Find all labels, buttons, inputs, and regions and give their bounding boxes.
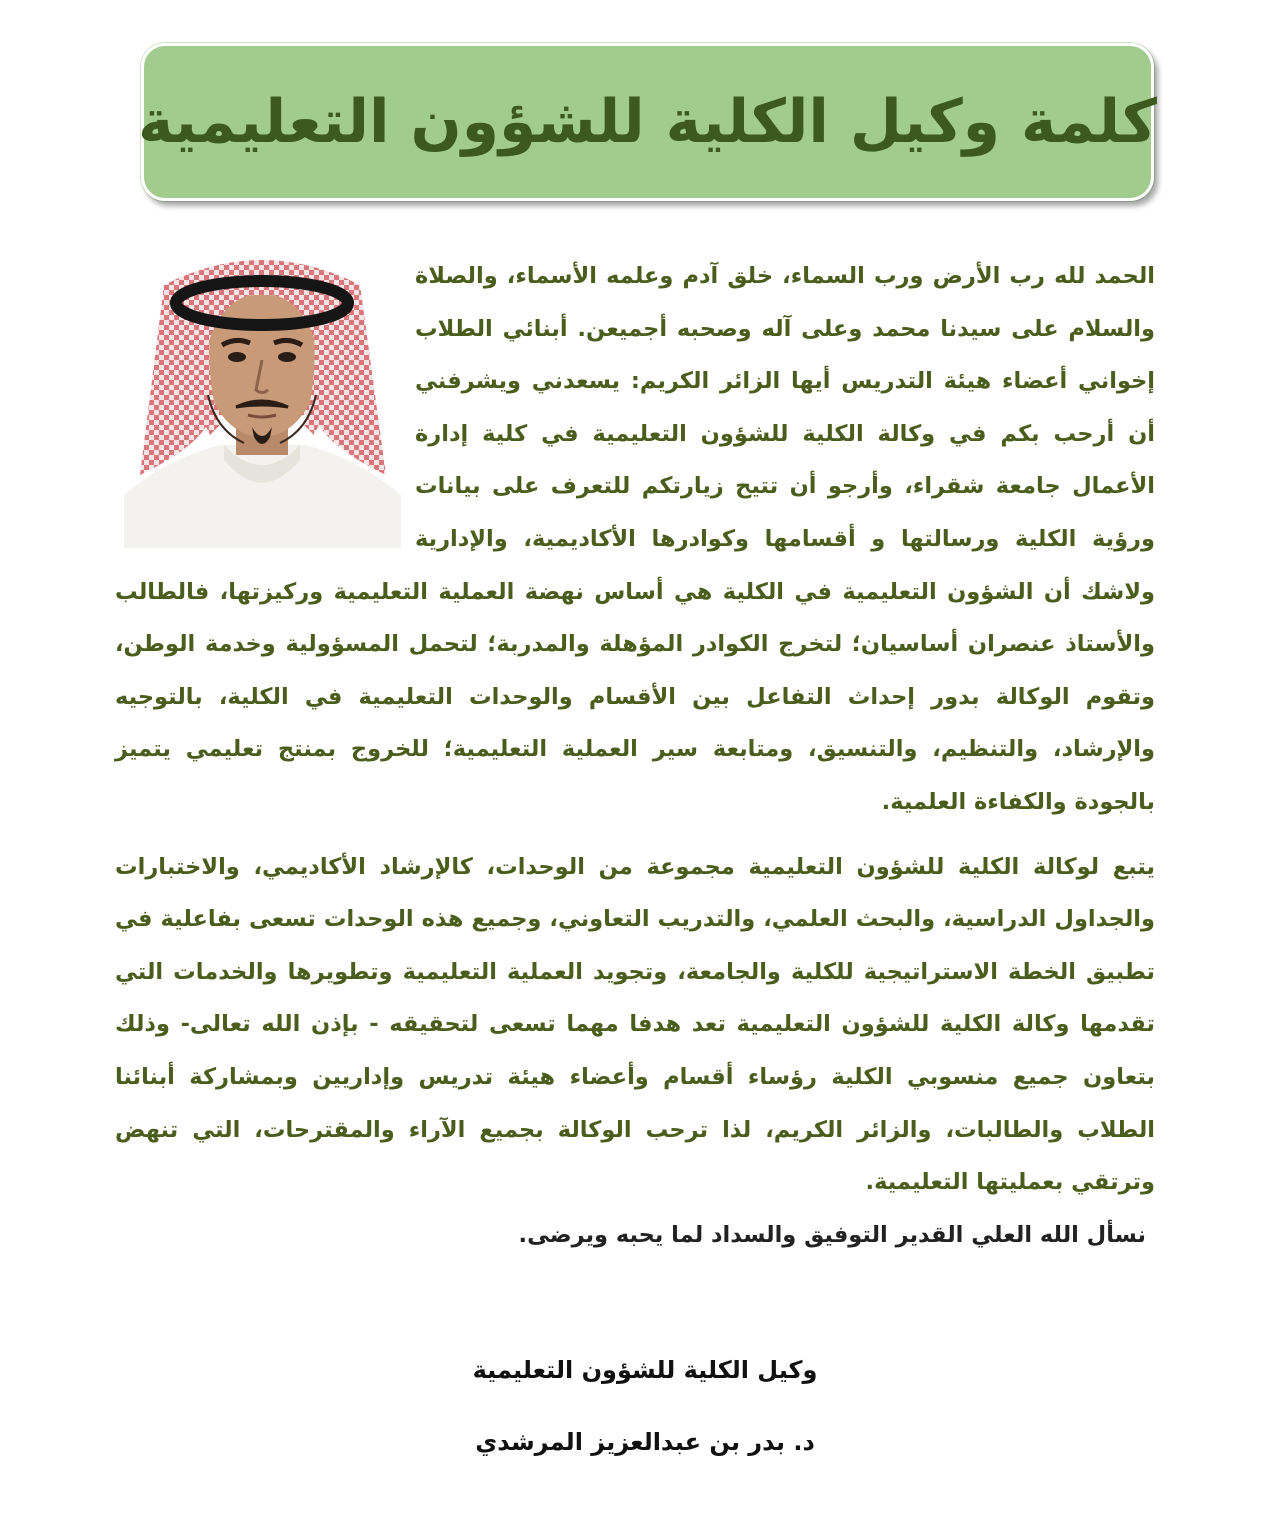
title-banner bbox=[138, 43, 1157, 201]
message-body bbox=[115, 250, 1155, 1209]
closing-prayer: نسأل الله العلي القدير التوفيق والسداد لما يحبه ويرضى. bbox=[518, 1222, 1146, 1248]
signature-name: د. بدر بن عبدالعزيز المرشدي bbox=[475, 1428, 815, 1456]
page-title: كلمة وكيل الكلية للشؤون التعليمية bbox=[138, 87, 1157, 157]
signature-title: وكيل الكلية للشؤون التعليمية bbox=[472, 1356, 818, 1384]
paragraph-units: يتبع لوكالة الكلية للشؤون التعليمية مجموعة من الوحدات، كالإرشاد الأكاديمي، والاختبارات والجداول الدراسية، والبحث العلمي، والتدريب التعاوني، وجميع هذه الوحدات تسعى بفاعلية في تطبيق الخطة الاستراتيجية للكلية والجامعة، وتجويد العملية التعليمية وتطويرها والخدمات التي تقدمها وكالة الكلية للشؤون التعليمية تعد هدفا مهما تسعى لتحقيقه - بإذن الله تعالى- وذلك بتعاون جميع منسوبي الكلية رؤساء أقسام وأعضاء هيئة تدريس وإداريين وبمشاركة أبنائنا الطلاب والطالبات، والزائر الكريم، لذا ترحب الوكالة بجميع الآراء والمقترحات، التي تنهض وترتقي بعمليتها التعليمية. bbox=[115, 853, 1155, 1196]
paragraph-intro: الحمد لله رب الأرض ورب السماء، خلق آدم وعلمه الأسماء، والصلاة والسلام على سيدنا محمد وعلى آله وصحبه أجميعن. أبنائي الطلاب إخواني أعضاء هيئة التدريس أيها الزائر الكريم: يسعدني ويشرفني أن أرحب بكم في وكالة الكلية للشؤون التعليمية في كلية إدارة الأعمال جامعة شقراء، وأرجو أن تتيح زيارتكم للتعرف على بيانات ورؤية الكلية ورسالتها و أقسامها وكوادرها الأكاديمية، والإدارية ولاشك أن الشؤون التعليمية في الكلية هي أساس نهضة العملية التعليمية وركيزتها، فالطالب والأستاذ عنصران أساسيان؛ لتخرج الكوادر المؤهلة والمدربة؛ لتحمل المسؤولية وخدمة الوطن، وتقوم الوكالة بدور إحداث التفاعل بين الأقسام والوحدات التعليمية في الكلية، بالتوجيه والإرشاد، والتنظيم، والتنسيق، ومتابعة سير العملية التعليمية؛ للخروج بمنتج تعليمي يتميز بالجودة والكفاءة العلمية. bbox=[115, 263, 1155, 815]
